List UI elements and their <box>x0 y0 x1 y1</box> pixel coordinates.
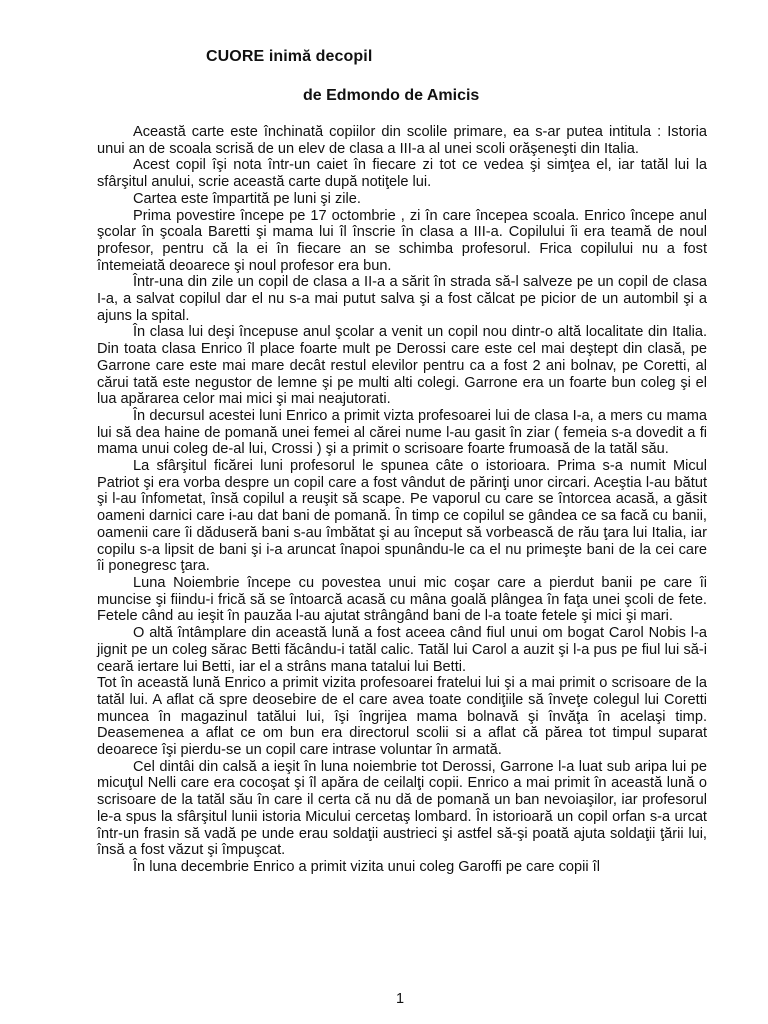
paragraph: Luna Noiembrie începe cu povestea unui mic coşar care a pierdut banii pe care îi muncise şi fiindu-i frică să se întoarcă acasă cu mâna goală plângea în faţa unei şcoli de fete. Fetele când au ieşit în pauzăa l-au ajutat strângând bani de l-a toate fetele şi mici şi mari. <box>97 574 707 625</box>
paragraph: La sfârşitul ficărei luni profesorul le spunea câte o istorioara. Prima s-a numit Micul Patriot şi era vorba despre un copil care a fost vândut de părinţi unor circari. Aceştia l-au bătut şi l-au înfometat, însă copilul a reuşit să scape. Pe vaporul cu care se întorcea acasă, a găsit oameni darnici care i-au dat bani de pomană. În timp ce copilul se gândea ce sa facă cu banii, oamenii care îi dăduseră bani s-au îmbătat şi au început să vorbească de rău ţara lui Italia, iar copilu s-a lipsit de bani şi i-a aruncat înapoi spunându-le ca el nu primeşte bani de la cei care îi ponegresc ţara. <box>97 458 707 575</box>
document-title: CUORE inimă decopil <box>206 48 373 65</box>
document-author: de Edmondo de Amicis <box>303 87 480 104</box>
document-body <box>97 124 707 876</box>
paragraph: O altă întâmplare din această lună a fost aceea când fiul unui om bogat Carol Nobis l-a jignit pe un coleg sărac Betti făcându-i tatăl calic. Tatăl lui Carol a auzit şi l-a pus pe fiul lui să-i ceară iertare lui Betti, iar el a strâns mana tatalui lui Betti. <box>97 625 707 675</box>
paragraph: Cel dintâi din calsă a ieşit în luna noiembrie tot Derossi, Garrone l-a luat sub aripa lui pe micuţul Nelli care era cocoşat şi îl apăra de ceilalţi copii. Enrico a mai primit în această lună o scrisoare de la tatăl său în care il certa că nu dă de pomană un ban nevoiaşilor, iar profesorul le-a spus la sfârşitul lunii istoria Micului cercetaş lombard. În istorioară un copil orfan s-a urcat într-un frasin să vadă pe unde erau soldaţii austrieci şi astfel să-şi poată ajuta soldaţii ţării lui, însă a fost văzut şi împuşcat. <box>97 758 707 859</box>
paragraph: În clasa lui deşi începuse anul şcolar a venit un copil nou dintr-o altă localitate din Italia. Din toata clasa Enrico îl place foarte mult pe Derossi care este cel mai deştept din clasă, pe Garrone care este mai mare decât restul elevilor pentru ca a fost 2 ani bolnav, pe Coretti, al cărui tată este negustor de lemne şi pe multi alti colegi. Garrone era un foarte bun coleg şi el lua apărarea celor mai mici şi mai neajutorati. <box>97 324 707 408</box>
paragraph: Acest copil îşi nota într-un caiet în fiecare zi tot ce vedea şi simţea el, iar tatăl lui la sfârşitul anului, scrie această carte după notiţele lui. <box>97 157 707 191</box>
paragraph: Cartea este împartită pe luni şi zile. <box>133 190 361 207</box>
page-number: 1 <box>396 991 405 1007</box>
paragraph: În decursul acestei luni Enrico a primit vizta profesoarei lui de clasa I-a, a mers cu mama lui să dea haine de pomană unei femei al cărei nume l-au gasit în ziar ( femeia s-a dovedit a fi mama unui coleg de-al lui, Crossi ) şi a primit o scrisoare foarte frumoasă de la tatăl său. <box>97 407 707 458</box>
paragraph: Prima povestire începe pe 17 octombrie , zi în care începea scoala. Enrico începe anul şcolar în şcoala Baretti şi mama lui îl înscrie în clasa a III-a. Copilului îi era teamă de noul profesor, pentru că la ei în fiecare an se schimba profesorul. Frica copilului nu a fost întemeiată deoarece şi noul profesor era bun. <box>97 207 707 274</box>
paragraph: Într-una din zile un copil de clasa a II-a a sărit în strada să-l salveze pe un copil de clasa I-a, a salvat copilul dar el nu s-a mai putut salva şi a fost călcat pe picior de un autombil şi a ajuns la spital. <box>97 274 707 324</box>
paragraph: În luna decembrie Enrico a primit vizita unui coleg Garoffi pe care copii îl <box>133 858 600 875</box>
paragraph: Această carte este închinată copiilor din scolile primare, ea s-ar putea intitula : Istoria unui an de scoala scrisă de un elev de clasa a III-a al unei scoli orăşeneşti din Italia. <box>97 124 707 157</box>
paragraph: Tot în această lună Enrico a primit vizita profesoarei fratelui lui şi a mai primit o scrisoare de la tatăl lui. A aflat că spre deosebire de el care avea toate condiţiile să înveţe colegul lui Coretti muncea în magazinul tatălui lui, îşi îngrijea mama bolnavă şi învăţa în acelaşi timp. Deasemenea a aflat ce om bun era directorul scolii si a aflat că părea tot timpul suparat deoarece îşi pierdu-se un copil care intrase voluntar în armată. <box>97 675 707 759</box>
